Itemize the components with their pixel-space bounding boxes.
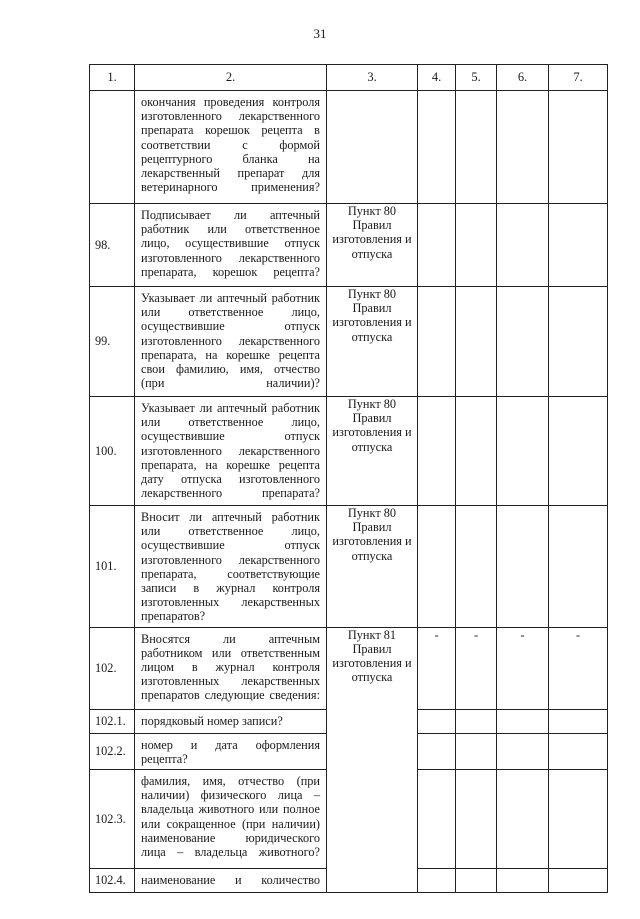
- question-text: Вносятся ли аптечным работником или ответственным лицом в журнал контроля изготовленных лекарственных препаратов следующие сведения:: [135, 627, 327, 709]
- row-number: 102.2.: [90, 733, 135, 769]
- answer-cell: [497, 397, 549, 506]
- answer-cell: [418, 869, 456, 893]
- row-number: 102.3.: [90, 770, 135, 869]
- answer-cell: [418, 204, 456, 287]
- header-col-2: 2.: [135, 65, 327, 91]
- question-text: Указывает ли аптечный работник или ответственное лицо, осуществившие отпуск изготовленного лекарственного препарата, на корешке рецепта свои фамилию, имя, отчество (при наличии)?: [135, 287, 327, 397]
- question-text: Подписывает ли аптечный работник или ответственное лицо, осуществившие отпуск изготовленного лекарственного препарата, корешок рецепта?: [135, 204, 327, 287]
- answer-cell: [418, 733, 456, 769]
- answer-cell: [497, 709, 549, 733]
- answer-cell: [497, 91, 549, 204]
- reference-cell: Пункт 80 Правил изготовления и отпуска: [327, 397, 418, 506]
- dash-cell: -: [418, 627, 456, 709]
- row-number: 100.: [90, 397, 135, 506]
- answer-cell: [549, 287, 608, 397]
- table-row: [90, 627, 608, 709]
- answer-cell: [549, 397, 608, 506]
- table-row: [90, 91, 608, 204]
- answer-cell: [456, 733, 497, 769]
- header-col-5: 5.: [456, 65, 497, 91]
- table-row: [90, 204, 608, 287]
- row-number: 102.: [90, 627, 135, 709]
- answer-cell: [549, 869, 608, 893]
- answer-cell: [456, 869, 497, 893]
- answer-cell: [549, 506, 608, 628]
- row-number: 102.1.: [90, 709, 135, 733]
- answer-cell: [456, 506, 497, 628]
- question-text: наименование и количество: [135, 869, 327, 893]
- table-row: [90, 397, 608, 506]
- header-col-1: 1.: [90, 65, 135, 91]
- answer-cell: [418, 397, 456, 506]
- page-number: 31: [313, 26, 327, 41]
- dash-cell: -: [497, 627, 549, 709]
- header-col-7: 7.: [549, 65, 608, 91]
- question-text: окончания проведения контроля изготовленного лекарственного препарата корешок рецепта в соответствии с формой рецептурного бланка на лекарственный препарат для ветеринарного применения?: [135, 91, 327, 204]
- answer-cell: [456, 287, 497, 397]
- header-col-6: 6.: [497, 65, 549, 91]
- question-text: Указывает ли аптечный работник или ответственное лицо, осуществившие отпуск изготовленного лекарственного препарата, на корешке рецепта дату отпуска изготовленного лекарственного препарата?: [135, 397, 327, 506]
- answer-cell: [497, 506, 549, 628]
- reference-cell: Пункт 80 Правил изготовления и отпуска: [327, 287, 418, 397]
- answer-cell: [456, 770, 497, 869]
- table-row: [90, 287, 608, 397]
- row-number: [90, 91, 135, 204]
- table-row: [90, 506, 608, 628]
- question-text: порядковый номер записи?: [135, 709, 327, 733]
- answer-cell: [456, 91, 497, 204]
- answer-cell: [497, 204, 549, 287]
- answer-cell: [418, 770, 456, 869]
- answer-cell: [549, 770, 608, 869]
- header-col-4: 4.: [418, 65, 456, 91]
- row-number: 101.: [90, 506, 135, 628]
- answer-cell: [418, 506, 456, 628]
- answer-cell: [497, 287, 549, 397]
- answer-cell: [418, 287, 456, 397]
- answer-cell: [497, 869, 549, 893]
- answer-cell: [497, 733, 549, 769]
- question-text: номер и дата оформления рецепта?: [135, 733, 327, 769]
- question-text: фамилия, имя, отчество (при наличии) физического лица – владельца животного или полное или сокращенное (при наличии) наименование юридического лица – владельца животного?: [135, 770, 327, 869]
- question-text: Вносит ли аптечный работник или ответственное лицо, осуществившие отпуск изготовленного лекарственного препарата, соответствующие записи в журнал контроля изготовленных лекарственных препаратов?: [135, 506, 327, 628]
- answer-cell: [549, 204, 608, 287]
- reference-cell: Пункт 80 Правил изготовления и отпуска: [327, 506, 418, 628]
- dash-cell: -: [549, 627, 608, 709]
- answer-cell: [418, 91, 456, 204]
- merged-reference-cell: Пункт 81 Правил изготовления и отпуска: [327, 627, 418, 892]
- answer-cell: [418, 709, 456, 733]
- answer-cell: [549, 91, 608, 204]
- checklist-table: [89, 64, 608, 893]
- table-header-row: [90, 65, 608, 91]
- answer-cell: [549, 709, 608, 733]
- answer-cell: [456, 709, 497, 733]
- row-number: 98.: [90, 204, 135, 287]
- row-number: 99.: [90, 287, 135, 397]
- answer-cell: [497, 770, 549, 869]
- reference-cell: Пункт 80 Правил изготовления и отпуска: [327, 204, 418, 287]
- reference-cell: [327, 91, 418, 204]
- dash-cell: -: [456, 627, 497, 709]
- answer-cell: [549, 733, 608, 769]
- answer-cell: [456, 397, 497, 506]
- header-col-3: 3.: [327, 65, 418, 91]
- row-number: 102.4.: [90, 869, 135, 893]
- answer-cell: [456, 204, 497, 287]
